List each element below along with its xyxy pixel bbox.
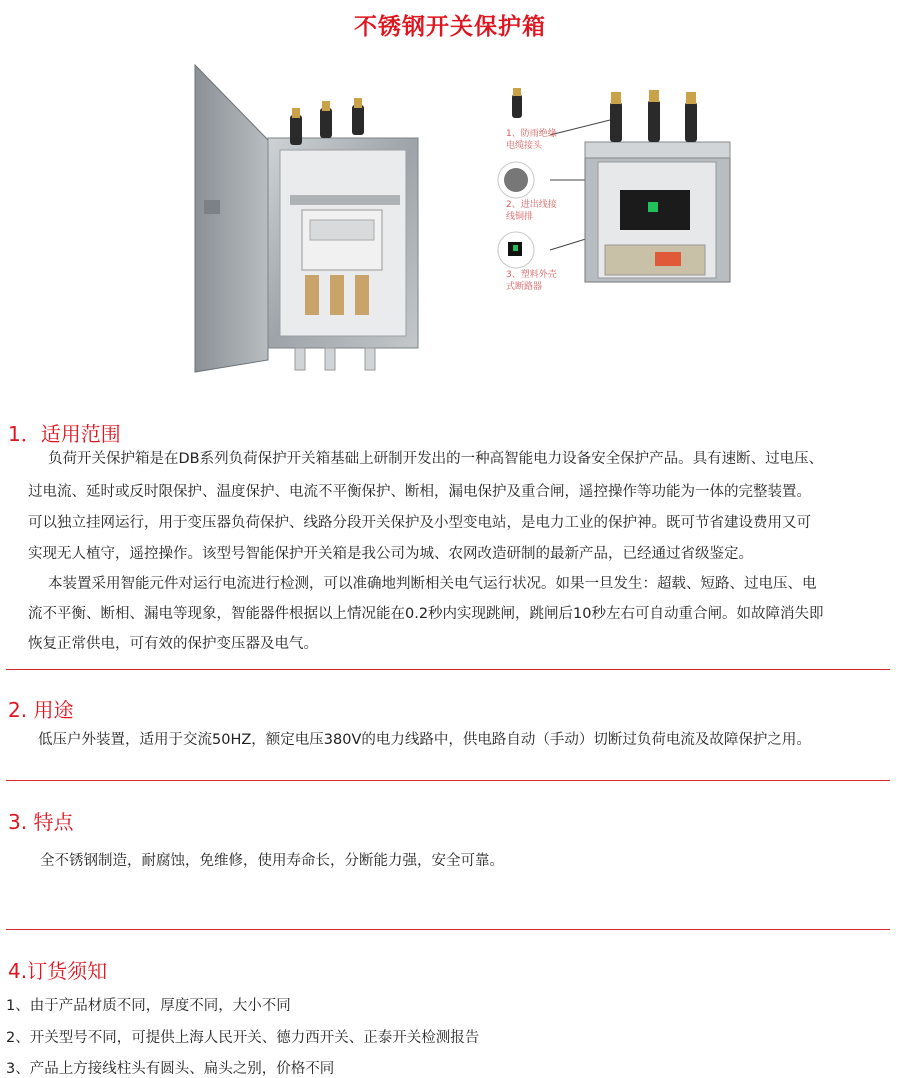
callout-2: 2、进出线接 线铜排 [506,200,557,222]
section-heading-features: 3. 特点 [8,810,74,834]
paragraph-line: 可以独立挂网运行，用于变压器负荷保护、线路分段开关保护及小型变电站，是电力工业的保护神。既可节省建设费用又可 [28,515,811,531]
paragraph-line: 过电流、延时或反时限保护、温度保护、电流不平衡保护、断相，漏电保护及重合闸，遥控操作等功能为一体的完整装置。 [28,484,811,500]
paragraph-line: 实现无人植守，遥控操作。该型号智能保护开关箱是我公司为城、农网改造研制的最新产品，已经通过省级鉴定。 [28,546,753,562]
section-heading-scope: 1．适用范围 [8,422,121,446]
paragraph-line: 流不平衡、断相、漏电等现象，智能器件根据以上情况能在0.2秒内实现跳闸，跳闸后10秒左右可自动重合闸。如故障消失即 [28,606,824,622]
page-title: 不锈钢开关保护箱 [354,14,546,40]
list-item: 2、开关型号不同，可提供上海人民开关、德力西开关、正泰开关检测报告 [6,1030,480,1046]
callout-3: 3、塑料外壳 式断路器 [506,270,557,292]
list-item: 3、产品上方接线柱头有圆头、扁头之别，价格不同 [6,1061,335,1077]
paragraph-line: 负荷开关保护箱是在DB系列负荷保护开关箱基础上研制开发出的一种高智能电力设备安全保护产品。具有速断、过电压、 [48,451,824,467]
callout-1: 1、防雨绝缘 电缆接头 [506,129,557,151]
product-photo-open-box [190,60,425,380]
section-divider [6,780,890,781]
paragraph-line: 低压户外装置，适用于交流50HZ，额定电压380V的电力线路中，供电路自动（手动）切断过负荷电流及故障保护之用。 [38,732,811,748]
list-item: 1、由于产品材质不同，厚度不同，大小不同 [6,998,291,1014]
section-heading-usage: 2. 用途 [8,698,74,722]
section-divider [6,929,890,930]
paragraph-line: 本装置采用智能元件对运行电流进行检测，可以准确地判断相关电气运行状况。如果一旦发生：超载、短路、过电压、电 [48,576,817,592]
paragraph-line: 恢复正常供电，可有效的保护变压器及电气。 [28,636,318,652]
section-divider [6,669,890,670]
section-heading-order-notes: 4.订货须知 [8,959,108,983]
paragraph-line: 全不锈钢制造，耐腐蚀，免维修，使用寿命长，分断能力强，安全可靠。 [40,853,504,869]
